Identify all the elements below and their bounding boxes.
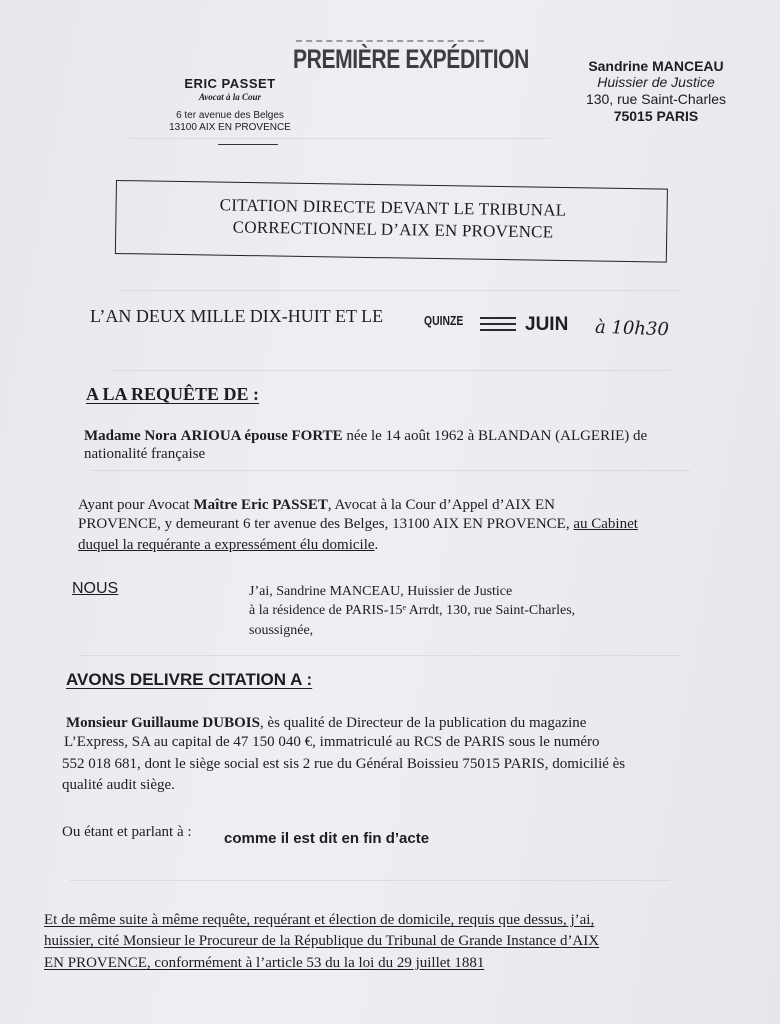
bailiff-address-line2: 75015 PARIS: [613, 108, 699, 124]
requerante-details: née le 14 août 1962 à BLANDAN (ALGERIE) de: [342, 428, 648, 444]
lawyer-name: ERIC PASSET: [184, 76, 276, 91]
document-title-line1: CITATION DIRECTE DEVANT LE TRIBUNAL: [219, 195, 567, 220]
procureur-line3: EN PROVENCE, conformément à l’article 53 du la loi du 29 juillet 1881: [44, 955, 485, 971]
date-filler-stroke: [480, 317, 516, 319]
date-time-handwritten: à 10h30: [594, 316, 670, 341]
defendant-line1: [66, 715, 586, 732]
avocat-domicile: duquel la requérante a expressément élu domicile: [78, 537, 375, 553]
expedition-stamp: PREMIÈRE EXPÉDITION: [293, 44, 529, 74]
defendant-name: Monsieur Guillaume DUBOIS: [66, 715, 260, 731]
citation-heading: AVONS DELIVRE CITATION A :: [66, 670, 313, 689]
avocat-address: PROVENCE, y demeurant 6 ter avenue des Belges, 13100 AIX EN PROVENCE,: [78, 516, 574, 532]
avocat-details: , Avocat à la Cour d’Appel d’AIX EN: [327, 497, 556, 513]
stamp-border: [296, 40, 484, 42]
date-printed-text: L’AN DEUX MILLE DIX-HUIT ET LE: [90, 306, 384, 326]
lawyer-role: Avocat à la Cour: [198, 92, 262, 102]
date-month: JUIN: [525, 314, 569, 335]
defendant-role: , ès qualité de Directeur de la publication du magazine: [259, 715, 587, 731]
requete-heading: A LA REQUÊTE DE :: [86, 384, 260, 404]
date-filler-stroke: [480, 329, 516, 331]
procureur-line1: Et de même suite à même requête, requérant et élection de domicile, requis que dessus, j’ai,: [44, 912, 595, 928]
date-day: QUINZE: [424, 313, 464, 328]
bailiff-name: Sandrine MANCEAU: [588, 58, 724, 74]
nous-line3: soussignée,: [249, 623, 314, 638]
requerante-line1: [84, 428, 647, 445]
nous-label: NOUS: [72, 580, 119, 597]
defendant-line2: L’Express, SA au capital de 47 150 040 €, immatriculé au RCS de PARIS sous le numéro: [64, 734, 600, 750]
avocat-cabinet: au Cabinet: [573, 516, 638, 532]
requerante-name: ARIOUA épouse FORTE: [180, 428, 343, 444]
defendant-line3: 552 018 681, dont le siège social est sis 2 rue du Général Boissieu 75015 PARIS, domicilié ès: [62, 756, 626, 772]
defendant-line4: qualité audit siège.: [62, 777, 175, 793]
avocat-line3: [78, 537, 378, 554]
parlant-value: comme il est dit en fin d’acte: [224, 830, 430, 847]
lawyer-header: [150, 76, 310, 134]
date-filler-stroke: [480, 323, 516, 325]
procureur-line2: huissier, cité Monsieur le Procureur de la République du Tribunal de Grande Instance d’AIX: [44, 933, 600, 949]
lawyer-divider: [218, 144, 278, 145]
nous-line1: J’ai, Sandrine MANCEAU, Huissier de Justice: [249, 584, 513, 599]
parlant-label: Ou étant et parlant à :: [62, 824, 192, 840]
bailiff-header: [556, 58, 756, 125]
avocat-line1: [78, 497, 555, 514]
avocat-line2: [78, 516, 638, 533]
nous-line2: à la résidence de PARIS-15ᵉ Arrdt, 130, rue Saint-Charles,: [249, 603, 576, 618]
document-title-line2: CORRECTIONNEL D’AIX EN PROVENCE: [232, 217, 554, 242]
bailiff-address-line1: 130, rue Saint-Charles: [585, 91, 727, 107]
avocat-period: .: [374, 537, 379, 553]
bailiff-role: Huissier de Justice: [597, 74, 715, 90]
requerante-line2: nationalité française: [84, 446, 206, 462]
avocat-prefix: Ayant pour Avocat: [78, 497, 194, 513]
avocat-name: Maître Eric PASSET: [193, 497, 328, 513]
lawyer-address-line1: 6 ter avenue des Belges: [176, 110, 284, 121]
requerante-title: Madame Nora: [84, 428, 177, 444]
lawyer-address-line2: 13100 AIX EN PROVENCE: [169, 122, 291, 133]
